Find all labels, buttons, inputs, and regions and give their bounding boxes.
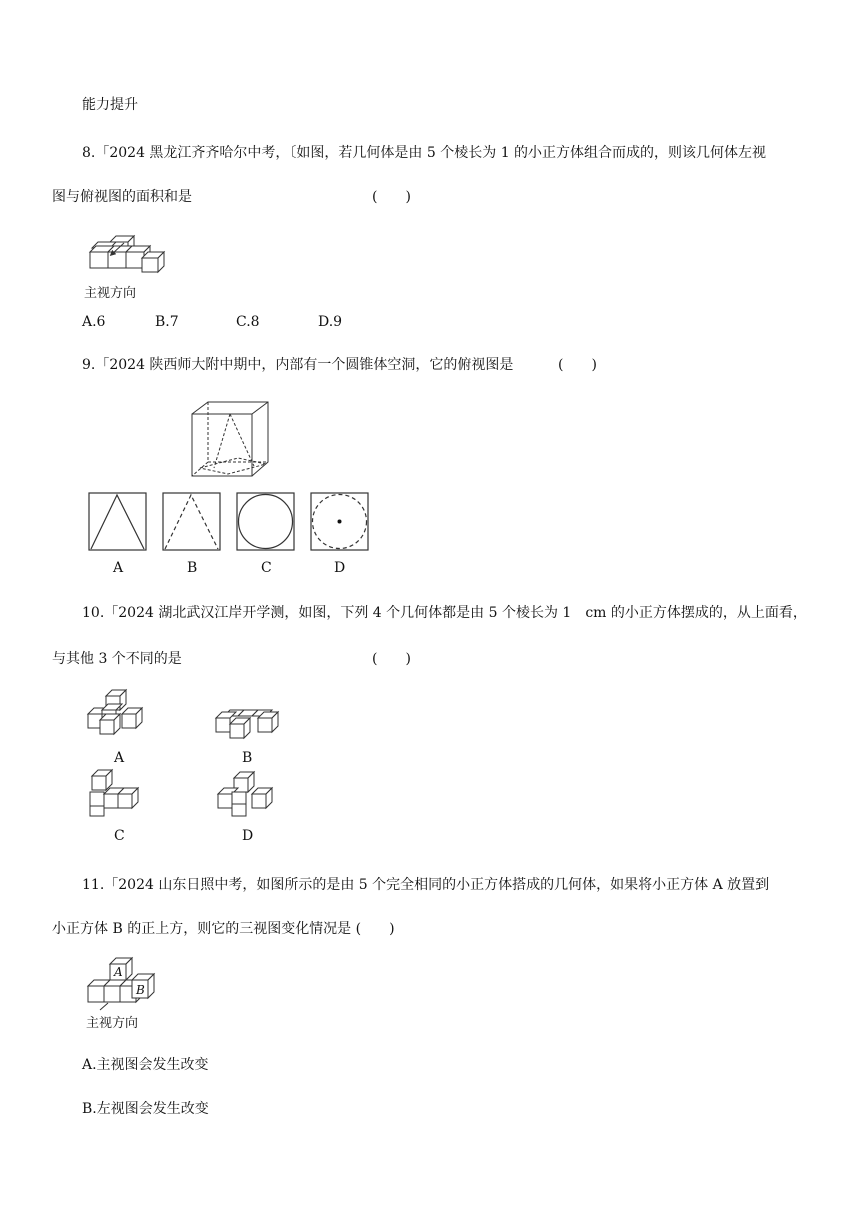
q8-fig-caption: 主视方向 (84, 286, 137, 301)
q10-option-d-label: D (242, 828, 254, 844)
q11-fig-caption: 主视方向 (86, 1016, 139, 1031)
q11-option-a: A.主视图会发生改变 (82, 1057, 209, 1073)
q8-option-b: B.7 (155, 314, 179, 330)
q10-answer-paren: ( ) (372, 651, 411, 667)
q11-text-line2: 小正方体 B 的正上方，则它的三视图变化情况是 ( ) (52, 921, 395, 937)
q9-option-d-figure (310, 492, 370, 552)
q10-option-d-figure (214, 772, 284, 820)
q9-option-d-label: D (334, 560, 346, 576)
q10-text-line1: 10.「2024 湖北武汉江岸开学测，如图，下列 4 个几何体都是由 5 个棱长为 1 cm 的小正方体摆成的，从上面看， (82, 605, 807, 621)
q11-option-b: B.左视图会发生改变 (82, 1101, 209, 1117)
section-title: 能力提升 (82, 97, 138, 113)
q11-text-line1: 11.「2024 山东日照中考，如图所示的是由 5 个完全相同的小正方体搭成的几何体，如果将小正方体 A 放置到 (82, 877, 770, 893)
q9-option-c-figure (236, 492, 296, 552)
q8-text-line2: 图与俯视图的面积和是 (52, 189, 192, 205)
q9-option-b-label: B (187, 560, 198, 576)
q10-text-line2: 与其他 3 个不同的是 (52, 651, 182, 667)
q9-text-line1: 9.「2024 陕西师大附中期中，内部有一个圆锥体空洞，它的俯视图是 (82, 357, 514, 373)
q9-option-a-figure (88, 492, 148, 552)
q8-option-d: D.9 (318, 314, 343, 330)
q10-option-b-label: B (242, 750, 253, 766)
q8-option-c: C.8 (236, 314, 260, 330)
q11-cube-a-label: A (114, 965, 123, 979)
q10-option-a-figure (86, 690, 152, 742)
q9-answer-paren: ( ) (558, 357, 597, 373)
q10-option-c-label: C (114, 828, 125, 844)
q10-option-a-label: A (114, 750, 125, 766)
q9-option-b-figure (162, 492, 222, 552)
q9-option-c-label: C (261, 560, 272, 576)
q8-text-line1: 8.「2024 黑龙江齐齐哈尔中考，〔如图，若几何体是由 5 个棱长为 1 的小正方体组合而成的，则该几何体左视 (82, 145, 767, 161)
q10-option-b-figure (214, 706, 284, 744)
q9-cube-figure (188, 400, 272, 482)
q8-answer-paren: ( ) (372, 189, 411, 205)
q10-option-c-figure (86, 770, 152, 820)
q8-option-a: A.6 (82, 314, 106, 330)
q11-figure (84, 956, 164, 1012)
q11-cube-b-label: B (136, 983, 145, 997)
q9-option-a-label: A (113, 560, 124, 576)
